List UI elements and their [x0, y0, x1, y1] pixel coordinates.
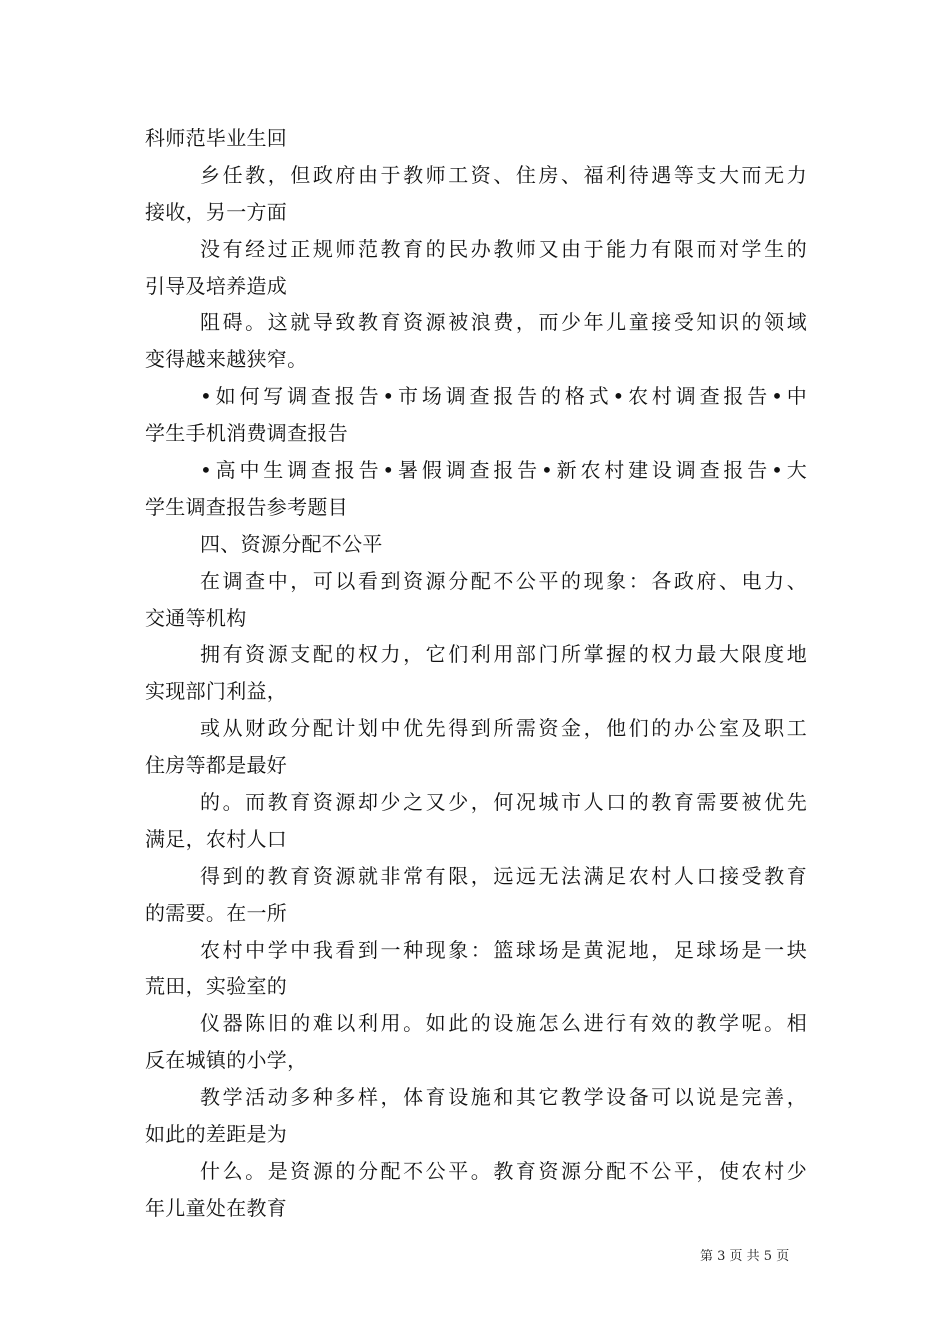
text-line: 如此的差距是为 [145, 1122, 288, 1147]
text-line: 住房等都是最好 [145, 753, 288, 778]
text-line: 得到的教育资源就非常有限，远远无法满足农村人口接受教育 [200, 863, 807, 888]
text-line: 在调查中，可以看到资源分配不公平的现象：各政府、电力、 [200, 568, 807, 593]
text-line: 阻碍。这就导致教育资源被浪费，而少年儿童接受知识的领域 [200, 310, 807, 335]
text-line: 学生调查报告参考题目 [145, 494, 348, 519]
page-number: 第 3 页 共 5 页 [700, 1249, 790, 1264]
text-line: 引导及培养造成 [145, 273, 288, 298]
text-line: 乡任教，但政府由于教师工资、住房、福利待遇等支大而无力 [200, 162, 807, 187]
text-line: 交通等机构 [145, 605, 247, 630]
text-line: 荒田，实验室的 [145, 974, 288, 999]
text-line: 的需要。在一所 [145, 900, 288, 925]
text-line: 的。而教育资源却少之又少，何况城市人口的教育需要被优先 [200, 790, 807, 815]
text-line: 什么。是资源的分配不公平。教育资源分配不公平，使农村少 [200, 1158, 807, 1183]
text-line: •如何写调查报告•市场调查报告的格式•农村调查报告•中 [200, 384, 807, 409]
document-body [145, 120, 807, 1227]
text-line: 教学活动多种多样，体育设施和其它教学设备可以说是完善， [200, 1085, 807, 1110]
text-line: 仪器陈旧的难以利用。如此的设施怎么进行有效的教学呢。相 [200, 1011, 807, 1036]
text-line: 或从财政分配计划中优先得到所需资金，他们的办公室及职工 [200, 716, 807, 741]
text-line: 年儿童处在教育 [145, 1195, 288, 1220]
text-line: 没有经过正规师范教育的民办教师又由于能力有限而对学生的 [200, 236, 807, 261]
text-line: 拥有资源支配的权力，它们利用部门所掌握的权力最大限度地 [200, 642, 807, 667]
text-line: 学生手机消费调查报告 [145, 421, 348, 446]
text-line: 变得越来越狭窄。 [145, 347, 308, 372]
text-line: 满足，农村人口 [145, 826, 288, 851]
text-line: 科师范毕业生回 [145, 126, 288, 150]
text-line: 反在城镇的小学， [145, 1048, 308, 1073]
text-line: •高中生调查报告•暑假调查报告•新农村建设调查报告•大 [200, 458, 807, 483]
text-line: 实现部门利益， [145, 679, 288, 704]
text-line: 接收，另一方面 [145, 199, 288, 224]
text-line: 农村中学中我看到一种现象：篮球场是黄泥地，足球场是一块 [200, 937, 807, 962]
section-heading: 四、资源分配不公平 [200, 531, 383, 556]
